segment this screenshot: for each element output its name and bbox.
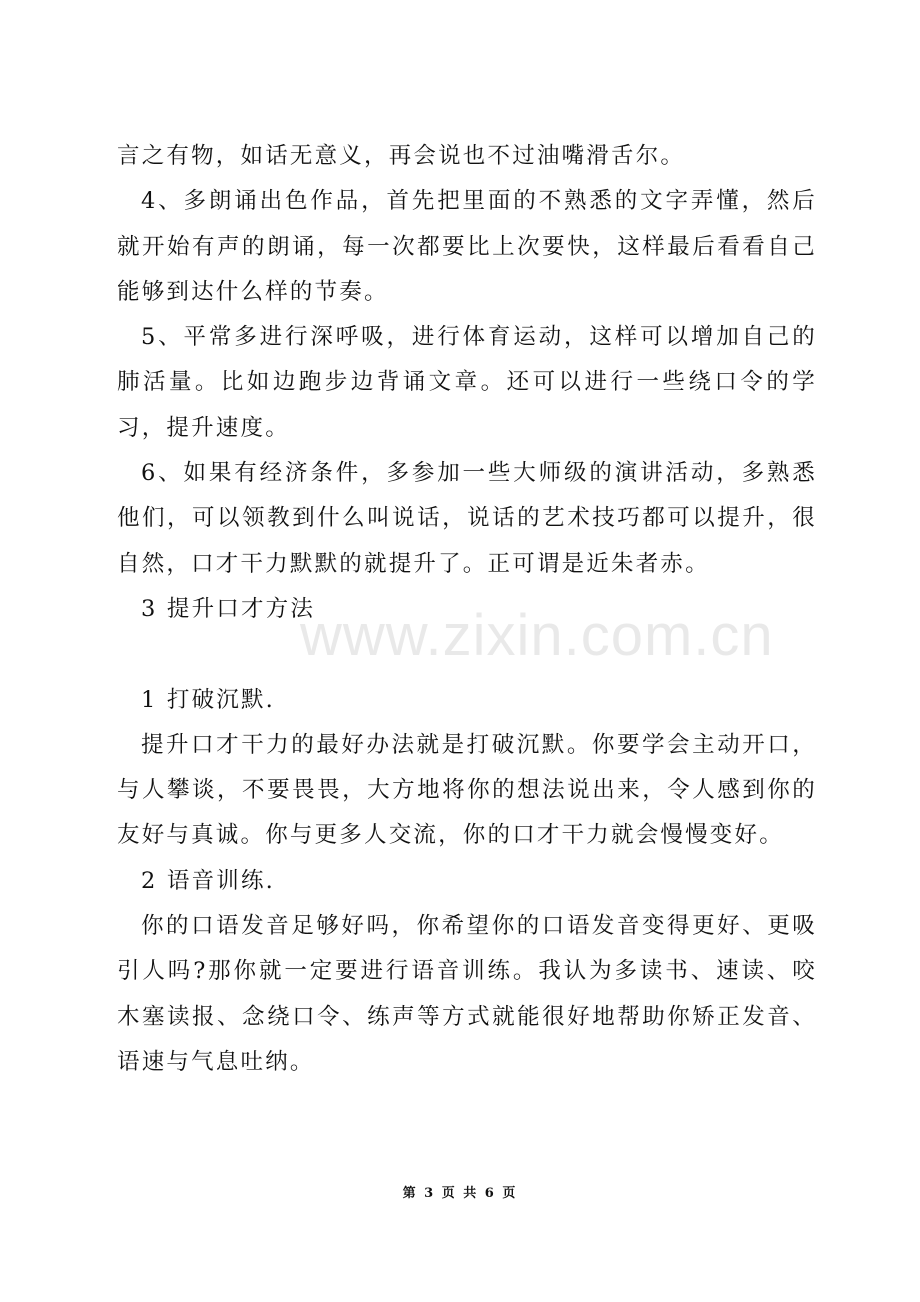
paragraph-tip-5: 5、平常多进行深呼吸，进行体育运动，这样可以增加自己的肺活量。比如边跑步边背诵文章。还可以进行一些绕口令的学习，提升速度。 xyxy=(117,324,817,441)
paragraph-tip-4: 4、多朗诵出色作品，首先把里面的不熟悉的文字弄懂，然后就开始有声的朗诵，每一次都要比上次要快，这样最后看看自己能够到达什么样的节奏。 xyxy=(117,188,817,305)
blank-line xyxy=(117,632,817,677)
section-heading: 3 提升口才方法 xyxy=(141,595,316,622)
subheading-break-silence: 1 打破沉默. xyxy=(141,686,276,713)
document-body xyxy=(117,134,817,1085)
watermark: www.zixin.com.cn xyxy=(300,603,774,668)
paragraph-continuation: 言之有物，如话无意义，再会说也不过油嘴滑舌尔。 xyxy=(117,143,686,169)
paragraph-tip-6: 6、如果有经济条件，多参加一些大师级的演讲活动，多熟悉他们，可以领教到什么叫说话，说话的艺术技巧都可以提升，很自然，口才干力默默的就提升了。正可谓是近朱者赤。 xyxy=(117,460,817,577)
page-footer: 第 3 页 共 6 页 xyxy=(402,1186,518,1201)
subheading-voice-training: 2 语音训练. xyxy=(141,867,276,894)
paragraph-break-silence: 提升口才干力的最好办法就是打破沉默。你要学会主动开口，与人攀谈，不要畏畏，大方地将你的想法说出来，令人感到你的友好与真诚。你与更多人交流，你的口才干力就会慢慢变好。 xyxy=(117,731,817,849)
paragraph-voice-training: 你的口语发音足够好吗，你希望你的口语发音变得更好、更吸引人吗?那你就一定要进行语音训练。我认为多读书、速读、咬木塞读报、念绕口令、练声等方式就能很好地帮助你矫正发音、语速与气息吐纳。 xyxy=(117,913,817,1075)
